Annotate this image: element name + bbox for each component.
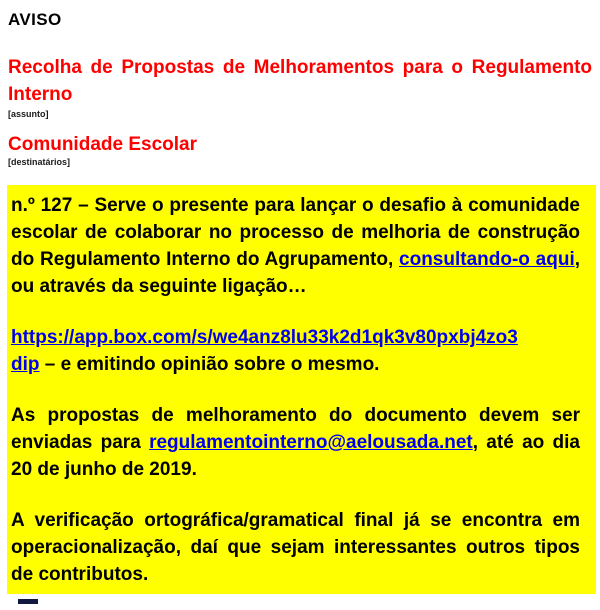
notice-body — [7, 185, 596, 594]
notice-title: AVISO — [8, 10, 62, 29]
text-run: A verificação ortográfica/gramatical final já se encontra em operacionalização, daí que sejam interessantes outros tipos de contributos. — [11, 510, 580, 585]
email-link[interactable]: regulamentointerno@aelousada.net — [149, 432, 473, 453]
paragraph-url — [11, 324, 580, 378]
text-run: n.º 127 – Serve o presente para lançar o desafio à comunidade escolar de colaborar no processo de melhoria de construção do Regulamento Interno do Agrupamento, — [11, 195, 580, 270]
paragraph-final — [11, 507, 580, 588]
document-page — [0, 10, 600, 610]
box-url-link[interactable]: https://app.box.com/s/we4anz8lu33k2d1qk3v80pxbj4zo3 dip — [11, 327, 518, 375]
assunto-tag: [assunto] — [8, 109, 49, 119]
text-run: As propostas de melhoramento do documento devem ser enviadas para — [11, 405, 580, 453]
text-run: , ou através da seguinte ligação… — [11, 249, 581, 297]
recipients-heading: Comunidade Escolar — [8, 134, 197, 155]
text-run: , até ao dia 20 de junho de 2019. — [11, 432, 580, 480]
destinatarios-tag: [destinatários] — [8, 157, 71, 167]
paragraph-intro — [11, 192, 580, 300]
paragraph-email — [11, 402, 580, 483]
text-run: – e emitindo opinião sobre o mesmo. — [39, 354, 380, 375]
consultando-aqui-link[interactable]: consultando-o aqui — [399, 249, 575, 270]
subject-heading: Recolha de Propostas de Melhoramentos para o Regulamento Interno — [8, 57, 592, 105]
